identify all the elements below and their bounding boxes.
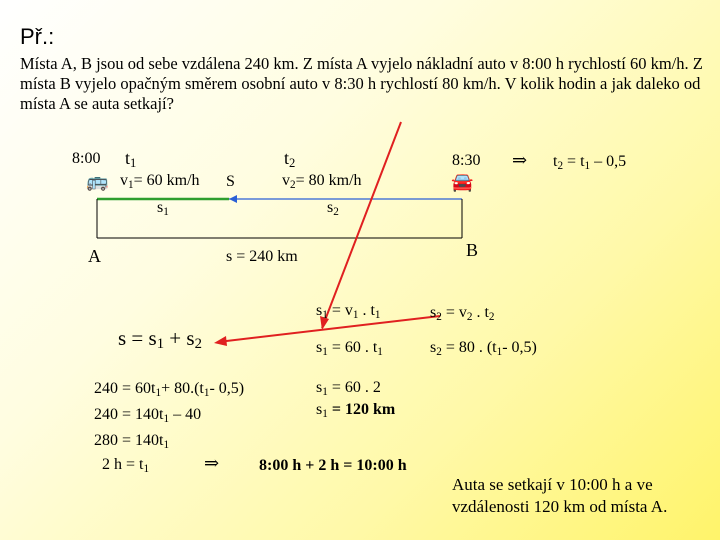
- s1-substituted: $s_1 = 60$ . $t_1$: [316, 339, 383, 358]
- sum-equation: $s = s_1 + s_2$: [118, 326, 202, 352]
- answer-summary: Auta se setkají v 10:00 h a ve vzdálenosti 120 km od místa A.: [452, 475, 668, 516]
- time-b: 8:30: [452, 152, 481, 169]
- s2-formula: $s_2 = v_2$ . $t_2$: [430, 304, 495, 323]
- red-arrow-2-head: [214, 336, 227, 346]
- implies-arrow-1: ⇒: [512, 150, 528, 170]
- equation-line-4: 2 $h = t_1$: [102, 456, 150, 475]
- meeting-time-result: 8:00 h + 2 h = 10:00 h: [259, 457, 407, 474]
- equation-line-2: $240 = 140t_1 - 40$: [94, 406, 202, 425]
- v2-label: $v_2= 80$ km/h: [282, 172, 362, 191]
- s2-substituted: $s_2 = 80$ . ($t_1-$ 0,5): [430, 339, 537, 358]
- s1-label: $s_1$: [157, 199, 169, 218]
- v1-label: $v_1= 60$ km/h: [120, 172, 200, 191]
- s1-formula: $s_1 = v_1$ . $t_1$: [316, 302, 381, 321]
- equation-line-1: $240 = 60t_1+ 80.(t_1-$ 0,5): [94, 380, 245, 399]
- distance-label: s = 240 km: [226, 248, 298, 265]
- red-arrow-1: [322, 122, 401, 328]
- blue-arrow-head: [229, 195, 237, 203]
- s2-label: $s_2$: [327, 199, 339, 218]
- implies-arrow-2: ⇒: [204, 453, 220, 473]
- t2-label: $t_2$: [284, 148, 296, 170]
- bus-icon: 🚌: [86, 171, 109, 192]
- s1-computation: $s_1 = 60$ . 2: [316, 379, 381, 398]
- slide-title: Př.:: [20, 24, 55, 49]
- s1-result: $s_1 = 120$ km: [316, 401, 396, 420]
- equation-line-3: $280 = 140t_1$: [94, 432, 170, 451]
- t2-relation: $t_2 = t_1 - 0,5$: [553, 153, 627, 172]
- point-a-label: A: [88, 246, 101, 266]
- time-a: 8:00: [72, 150, 101, 167]
- t1-label: $t_1$: [125, 148, 137, 170]
- car-icon: 🚘: [451, 172, 474, 193]
- problem-statement: Místa A, B jsou od sebe vzdálena 240 km. Z místa A vyjelo nákladní auto v 8:00 h rychlostí 60 km/h. Z místa B vyjelo opačným směrem osobní auto v 8:30 h rychlostí 80 km/h. V kolik hodin a jak daleko od místa A se auta setkají?: [20, 54, 703, 113]
- meeting-point-label: S: [226, 173, 235, 190]
- point-b-label: B: [466, 240, 479, 260]
